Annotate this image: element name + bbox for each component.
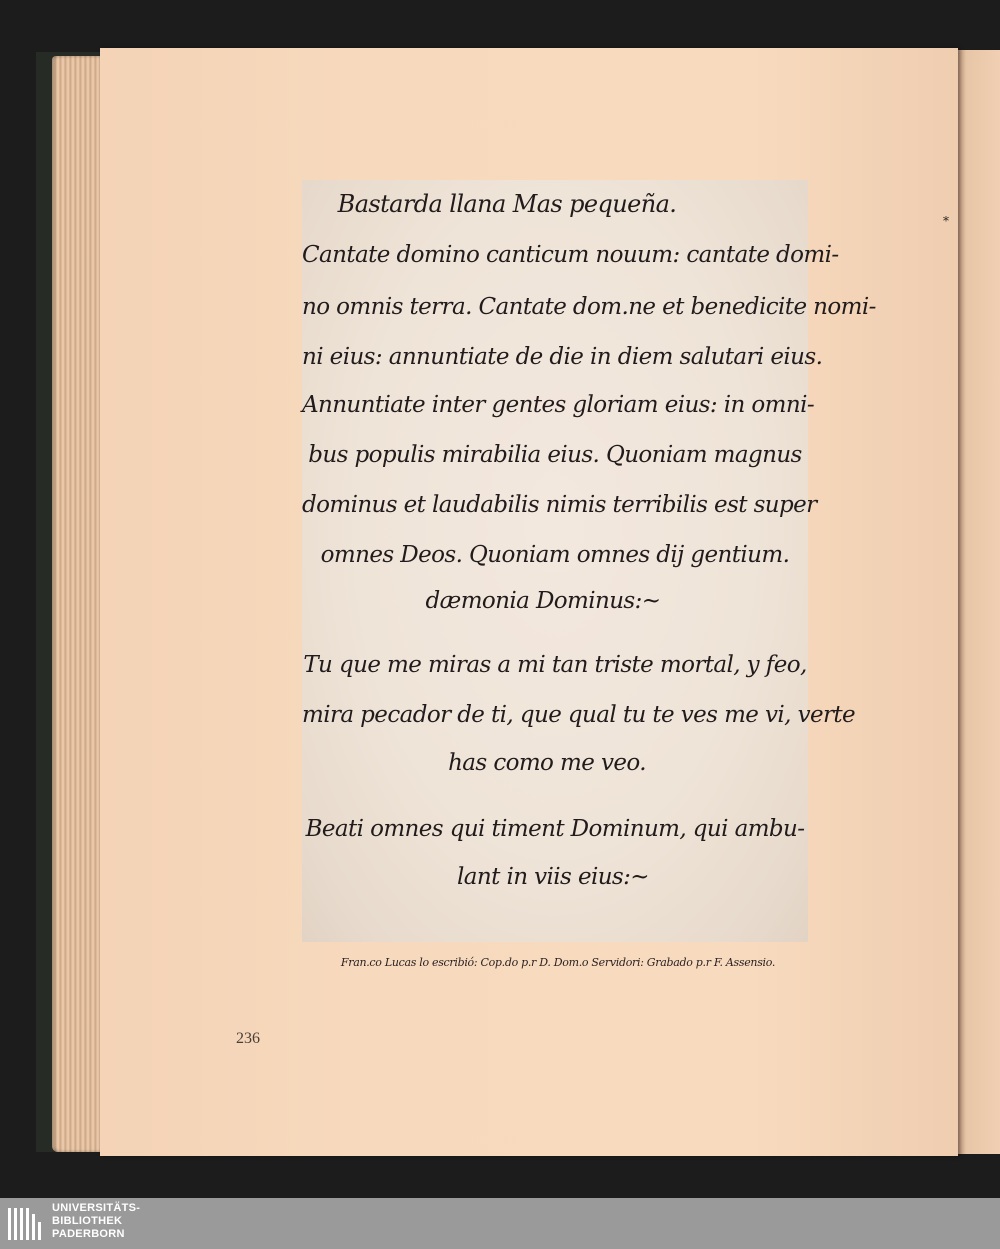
page-mark: ⁎	[943, 210, 949, 224]
library-name-line: PADERBORN	[52, 1228, 125, 1240]
verse-line: has como me veo.	[448, 750, 646, 776]
text-line: omnes Deos. Quoniam omnes dij gentium.	[320, 542, 790, 568]
text-line: no omnis terra. Cantate dom.ne et benedicite nomi-	[302, 294, 876, 320]
text-line: Beati omnes qui timent Dominum, qui ambu-	[305, 816, 805, 842]
engraved-plate	[302, 180, 876, 942]
text-line: bus populis mirabilia eius. Quoniam magnus	[308, 442, 802, 468]
verse-line: mira pecador de ti, que qual tu te ves me vi, verte	[302, 702, 856, 728]
text-line: Annuntiate inter gentes gloriam eius: in omni-	[302, 392, 815, 418]
text-line: lant in viis eius:~	[457, 864, 649, 890]
facing-page	[958, 50, 1000, 1154]
page-edges	[52, 56, 104, 1152]
plate-heading: Bastarda llana Mas pequeña.	[337, 190, 677, 218]
page-number: 236	[236, 1030, 260, 1047]
library-banner	[0, 1198, 1000, 1249]
library-name-line: UNIVERSITÄTS-	[52, 1202, 141, 1214]
engraving-credit: Fran.co Lucas lo escribió: Cop.do p.r D. Dom.o Servidori: Grabado p.r F. Assensio.	[340, 956, 776, 969]
library-name-line: BIBLIOTHEK	[52, 1215, 123, 1227]
text-line: ni eius: annuntiate de die in diem salutari eius.	[302, 344, 823, 370]
verse-line: Tu que me miras a mi tan triste mortal, y feo,	[303, 652, 807, 678]
text-line: dominus et laudabilis nimis terribilis est super	[302, 492, 817, 518]
library-name	[52, 1202, 140, 1241]
text-line: Cantate domino canticum nouum: cantate domi-	[302, 242, 839, 268]
library-logo-icon	[6, 1204, 46, 1244]
text-line: dæmonia Dominus:~	[425, 588, 661, 614]
